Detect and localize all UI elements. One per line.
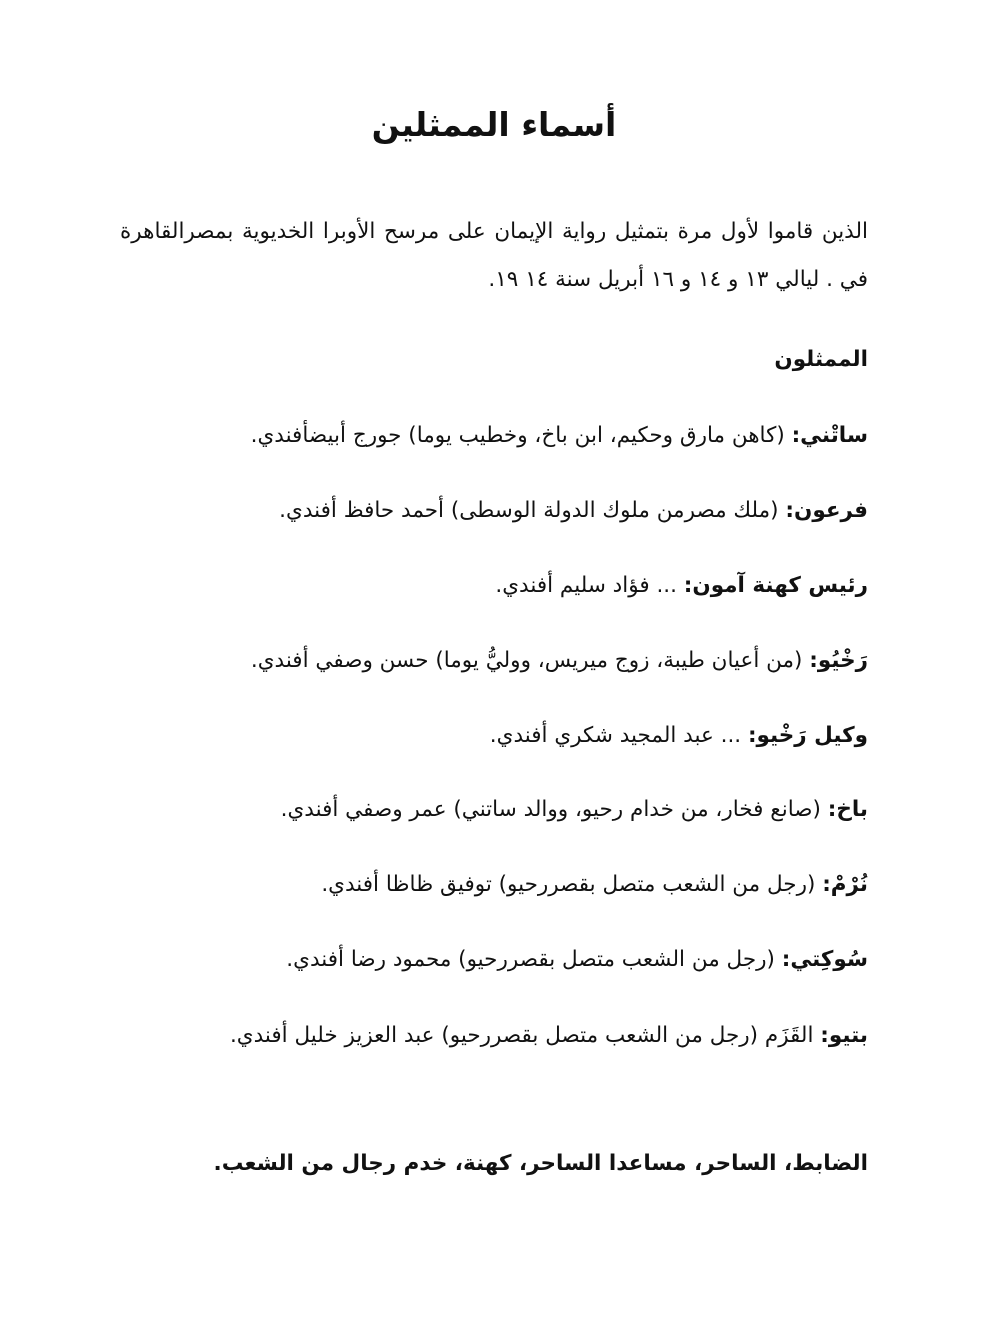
- cast-entry-rakhyu: [120, 637, 868, 685]
- cast-entry-sokiti: [120, 936, 868, 984]
- role-description: (ملك مصرمن ملوك الدولة الوسطى) أحمد حافظ أفندي.: [279, 498, 786, 523]
- role-name: وكيل رَخْيو:: [747, 723, 868, 748]
- role-name: باخ:: [827, 797, 868, 822]
- role-name: نُرْمْ:: [822, 872, 868, 897]
- role-description: (كاهن مارق وحكيم، ابن باخ، وخطيب يوما) جورج أبيضأفندي.: [250, 423, 792, 448]
- role-name: بتيو:: [820, 1023, 868, 1048]
- role-name: سُوكِتي:: [781, 947, 868, 972]
- cast-heading: الممثلون: [774, 347, 868, 372]
- cast-entry-norm: [120, 861, 868, 909]
- role-name: رئيس كهنة آمون:: [683, 573, 868, 598]
- cast-entry-rakhyu-agent: [120, 712, 868, 760]
- role-description: (صانع فخار، من خدام رحيو، ووالد ساتني) عمر وصفي أفندي.: [280, 797, 828, 822]
- role-description: ... فؤاد سليم أفندي.: [495, 573, 684, 598]
- closing-line: الضابط، الساحر، مساعدا الساحر، كهنة، خدم رجال من الشعب.: [213, 1151, 868, 1176]
- role-name: ساتْني:: [791, 423, 868, 448]
- cast-entry-satni: [120, 412, 868, 460]
- role-description: ... عبد المجيد شكري أفندي.: [489, 723, 748, 748]
- cast-entry-bakh: [120, 786, 868, 834]
- role-description: (رجل من الشعب متصل بقصررحيو) محمود رضا أفندي.: [286, 947, 782, 972]
- role-name: فرعون:: [785, 498, 868, 523]
- cast-entry-betyu: [120, 1012, 868, 1060]
- role-description: القَزَم (رجل من الشعب متصل بقصررحيو) عبد العزيز خليل أفندي.: [229, 1023, 821, 1048]
- page-title: أسماء الممثلين: [371, 105, 617, 144]
- role-description: (من أعيان طيبة، زوج ميريس، ووليُّ يوما) حسن وصفي أفندي.: [250, 648, 810, 673]
- document-page: [120, 0, 868, 1333]
- cast-entry-pharaoh: [120, 487, 868, 535]
- intro-paragraph: الذين قاموا لأول مرة بتمثيل رواية الإيمان على مرسح الأوبرا الخديوية بمصرالقاهرة في . ليالي ١٣ و ١٤ و ١٦ أبريل سنة ١٤ ١٩.: [120, 219, 868, 292]
- role-name: رَخْيُو:: [809, 648, 868, 673]
- cast-entry-high-priest: [120, 562, 868, 610]
- role-description: (رجل من الشعب متصل بقصررحيو) توفيق ظاظا أفندي.: [321, 872, 823, 897]
